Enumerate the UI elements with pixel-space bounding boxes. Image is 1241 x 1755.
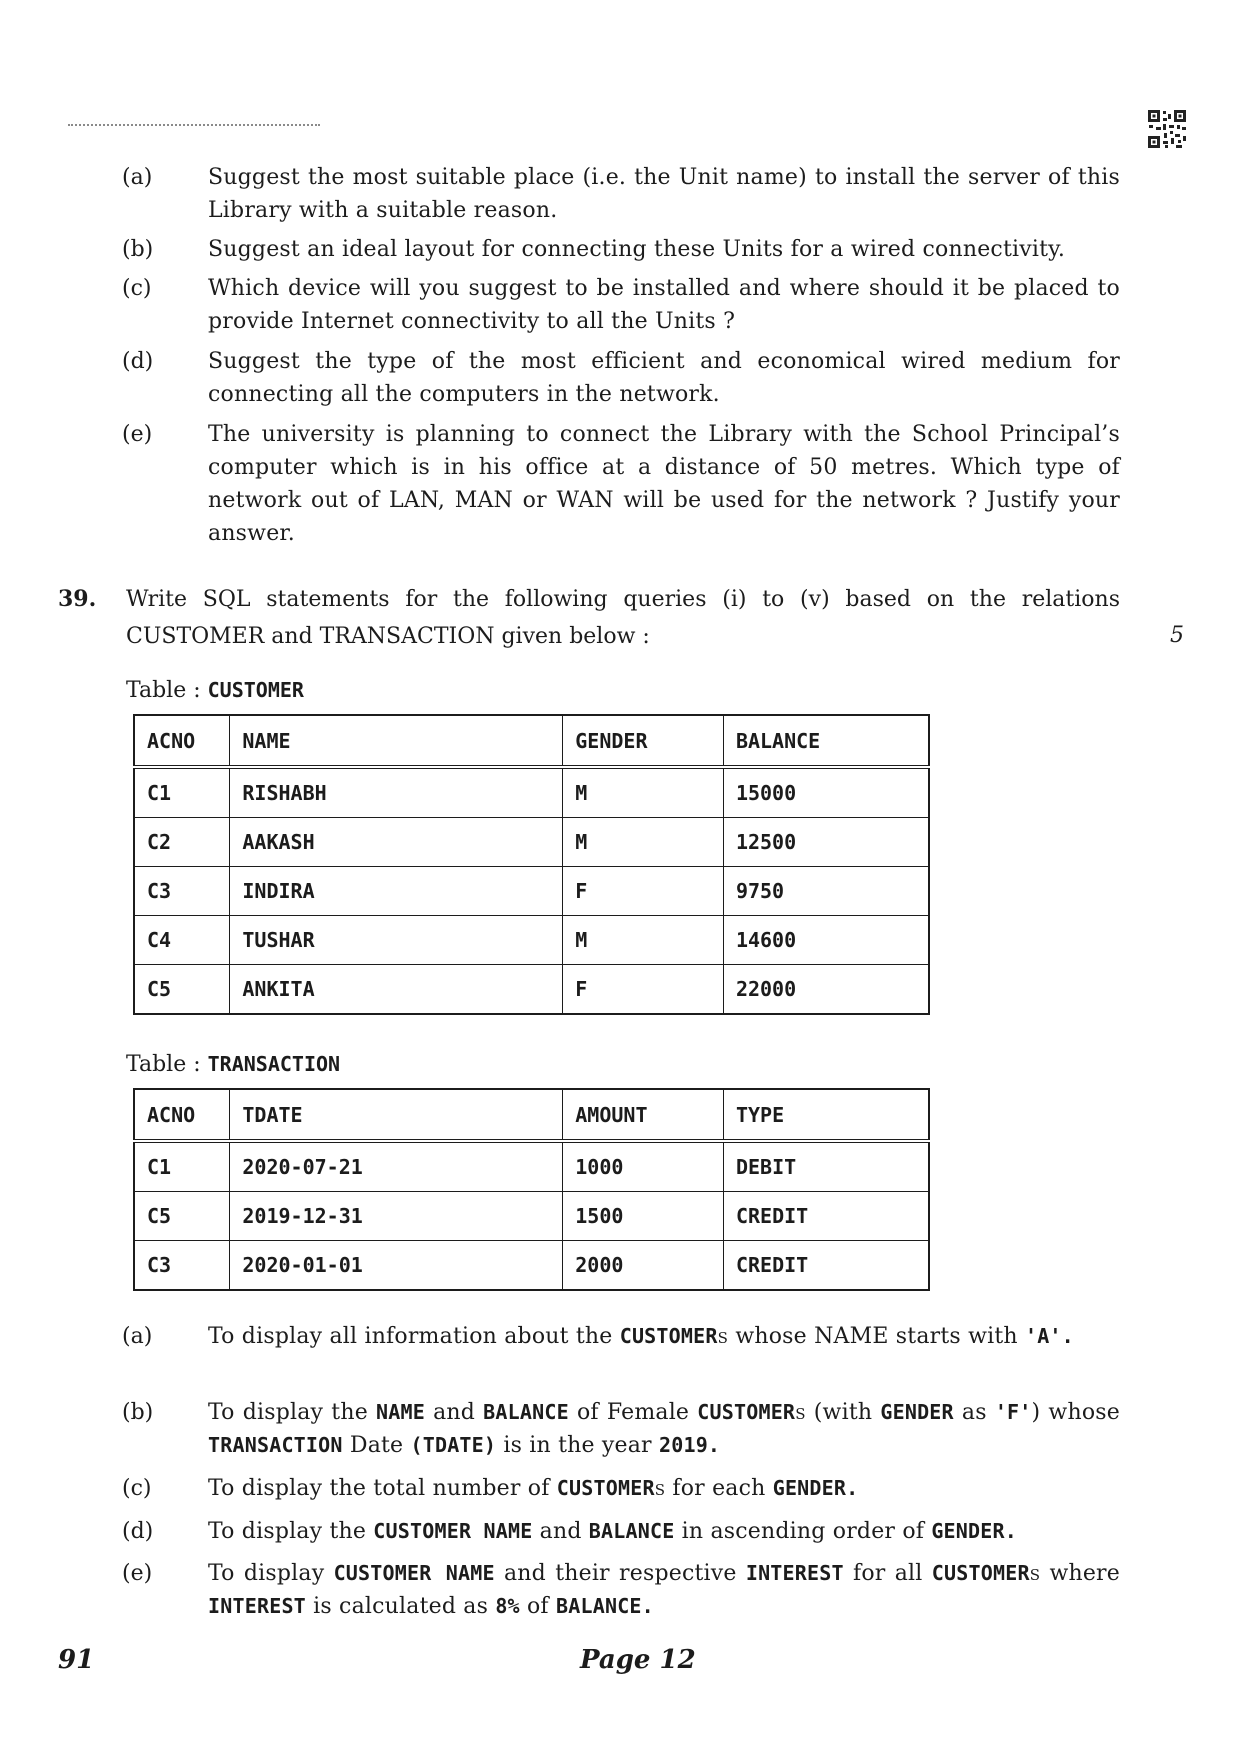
item-text xyxy=(208,1515,1120,1548)
cell: 12500 xyxy=(723,818,929,867)
table-row xyxy=(134,1141,929,1192)
transaction-table-caption xyxy=(126,1049,340,1080)
keyword: 2019. xyxy=(658,1433,721,1457)
item-label: (c) xyxy=(122,1476,152,1501)
header-gender: GENDER xyxy=(563,715,724,767)
cell: TUSHAR xyxy=(230,916,563,965)
item-text: Suggest the type of the most efficient and economical wired medium for connecting all the computers in the network. xyxy=(208,349,1120,407)
item-label: (c) xyxy=(122,276,152,301)
suffix: s xyxy=(1029,1561,1041,1586)
cell: C5 xyxy=(134,1192,230,1241)
cell: CREDIT xyxy=(723,1241,929,1291)
table-row xyxy=(134,767,929,818)
caption-prefix: Table : xyxy=(126,1052,208,1077)
cell: 1000 xyxy=(563,1141,724,1192)
table-row xyxy=(134,867,929,916)
text-run: where xyxy=(1040,1561,1120,1586)
cell: 2020-01-01 xyxy=(230,1241,563,1291)
text-run: ) whose xyxy=(1031,1400,1120,1425)
keyword: CUSTOMER xyxy=(697,1400,796,1424)
customer-table-caption xyxy=(126,675,304,706)
text-run: for each xyxy=(665,1476,773,1501)
customer-table xyxy=(133,714,930,1015)
cell: C1 xyxy=(134,1141,230,1192)
qr-code-icon xyxy=(1148,110,1186,148)
question-number: 39. xyxy=(58,586,97,612)
cell: C3 xyxy=(134,1241,230,1291)
table-row xyxy=(134,965,929,1015)
keyword: (TDATE) xyxy=(410,1433,497,1457)
text-run: and their respective xyxy=(494,1561,746,1586)
cell: C1 xyxy=(134,767,230,818)
cell: AAKASH xyxy=(230,818,563,867)
cell: 2020-07-21 xyxy=(230,1141,563,1192)
caption-name: TRANSACTION xyxy=(207,1052,341,1076)
caption-prefix: Table : xyxy=(126,678,208,703)
text-run: To display xyxy=(208,1561,334,1586)
header-balance: BALANCE xyxy=(723,715,929,767)
table-row xyxy=(134,916,929,965)
cell: C4 xyxy=(134,916,230,965)
keyword: CUSTOMER xyxy=(556,1476,655,1500)
keyword: BALANCE xyxy=(483,1400,569,1424)
item-label: (a) xyxy=(122,165,153,190)
transaction-table xyxy=(133,1088,930,1291)
keyword: NAME xyxy=(376,1400,425,1424)
table-row xyxy=(134,1241,929,1291)
text-run: (with xyxy=(805,1400,881,1425)
table-header-row xyxy=(134,715,929,767)
keyword: BALANCE. xyxy=(555,1594,654,1618)
text-run: in ascending order of xyxy=(674,1519,932,1544)
suffix: s xyxy=(654,1476,666,1501)
suffix: s xyxy=(795,1400,806,1425)
item-text: Which device will you suggest to be installed and where should it be placed to provide Internet connectivity to all the Units ? xyxy=(208,276,1120,334)
item-label: (b) xyxy=(122,237,154,262)
header-acno: ACNO xyxy=(134,715,230,767)
keyword: 'A'. xyxy=(1024,1324,1074,1348)
cell: M xyxy=(563,818,724,867)
text-run: To display all information about the xyxy=(208,1324,620,1349)
text-run: Date xyxy=(342,1433,411,1458)
cell: F xyxy=(563,965,724,1015)
keyword: GENDER xyxy=(880,1400,954,1424)
cell: INDIRA xyxy=(230,867,563,916)
item-text xyxy=(208,1396,1120,1462)
item-label: (e) xyxy=(122,422,153,447)
item-text: The university is planning to connect the Library with the School Principal’s computer which is in his office at a distance of 50 metres. Which type of network out of LAN, MAN or WAN will be used for the network ? Justify your answer. xyxy=(208,422,1120,546)
header-rule xyxy=(68,124,320,126)
table-row xyxy=(134,1192,929,1241)
item-label: (d) xyxy=(122,349,154,374)
item-text: Suggest an ideal layout for connecting these Units for a wired connectivity. xyxy=(208,237,1066,262)
header-tdate: TDATE xyxy=(230,1089,563,1141)
table-header-row xyxy=(134,1089,929,1141)
keyword: CUSTOMER xyxy=(931,1561,1030,1585)
keyword: CUSTOMER NAME xyxy=(373,1519,533,1543)
text-run: as xyxy=(953,1400,995,1425)
item-label: (a) xyxy=(122,1324,153,1349)
caption-name: CUSTOMER xyxy=(207,678,304,702)
cell: 2019-12-31 xyxy=(230,1192,563,1241)
keyword: GENDER. xyxy=(931,1519,1017,1543)
cell: DEBIT xyxy=(723,1141,929,1192)
cell: 15000 xyxy=(723,767,929,818)
text-run: of Female xyxy=(568,1400,698,1425)
header-amount: AMOUNT xyxy=(563,1089,724,1141)
keyword: TRANSACTION xyxy=(208,1433,343,1457)
keyword: 'F' xyxy=(994,1400,1032,1424)
cell: C3 xyxy=(134,867,230,916)
cell: M xyxy=(563,916,724,965)
cell: C5 xyxy=(134,965,230,1015)
keyword: GENDER. xyxy=(772,1476,859,1500)
cell: M xyxy=(563,767,724,818)
keyword: CUSTOMER xyxy=(619,1324,718,1348)
cell: F xyxy=(563,867,724,916)
keyword: BALANCE xyxy=(588,1519,675,1543)
item-text: Suggest the most suitable place (i.e. the Unit name) to install the server of this Library with a suitable reason. xyxy=(208,165,1120,223)
cell: RISHABH xyxy=(230,767,563,818)
text-run: To display the xyxy=(208,1519,374,1544)
item-label: (d) xyxy=(122,1519,154,1544)
text-run: for all xyxy=(843,1561,932,1586)
cell: CREDIT xyxy=(723,1192,929,1241)
item-text xyxy=(208,1557,1120,1623)
header-name: NAME xyxy=(230,715,563,767)
text-run: and xyxy=(424,1400,484,1425)
page-number: Page 12 xyxy=(580,1645,696,1675)
paper-code: 91 xyxy=(58,1645,95,1675)
question-marks: 5 xyxy=(1170,623,1184,648)
text-run: of xyxy=(519,1594,556,1619)
item-text xyxy=(208,1320,1120,1353)
keyword: CUSTOMER NAME xyxy=(333,1561,495,1585)
cell: 9750 xyxy=(723,867,929,916)
table-row xyxy=(134,818,929,867)
keyword: 8% xyxy=(495,1594,520,1618)
item-label: (e) xyxy=(122,1561,153,1586)
text-run: whose NAME starts with xyxy=(728,1324,1025,1349)
question-text: Write SQL statements for the following queries (i) to (v) based on the relations CUSTOMER and TRANSACTION given below : xyxy=(126,587,1120,649)
text-run: is in the year xyxy=(496,1433,659,1458)
item-text xyxy=(208,1472,1120,1505)
cell: 1500 xyxy=(563,1192,724,1241)
keyword: INTEREST xyxy=(208,1594,306,1618)
keyword: INTEREST xyxy=(745,1561,844,1585)
header-acno: ACNO xyxy=(134,1089,230,1141)
cell: 2000 xyxy=(563,1241,724,1291)
text-run: To display the total number of xyxy=(208,1476,557,1501)
text-run: To display the xyxy=(208,1400,377,1425)
item-label: (b) xyxy=(122,1400,154,1425)
text-run: is calculated as xyxy=(305,1594,496,1619)
cell: ANKITA xyxy=(230,965,563,1015)
cell: 14600 xyxy=(723,916,929,965)
cell: C2 xyxy=(134,818,230,867)
cell: 22000 xyxy=(723,965,929,1015)
text-run: and xyxy=(532,1519,589,1544)
header-type: TYPE xyxy=(723,1089,929,1141)
suffix: s xyxy=(717,1324,729,1349)
